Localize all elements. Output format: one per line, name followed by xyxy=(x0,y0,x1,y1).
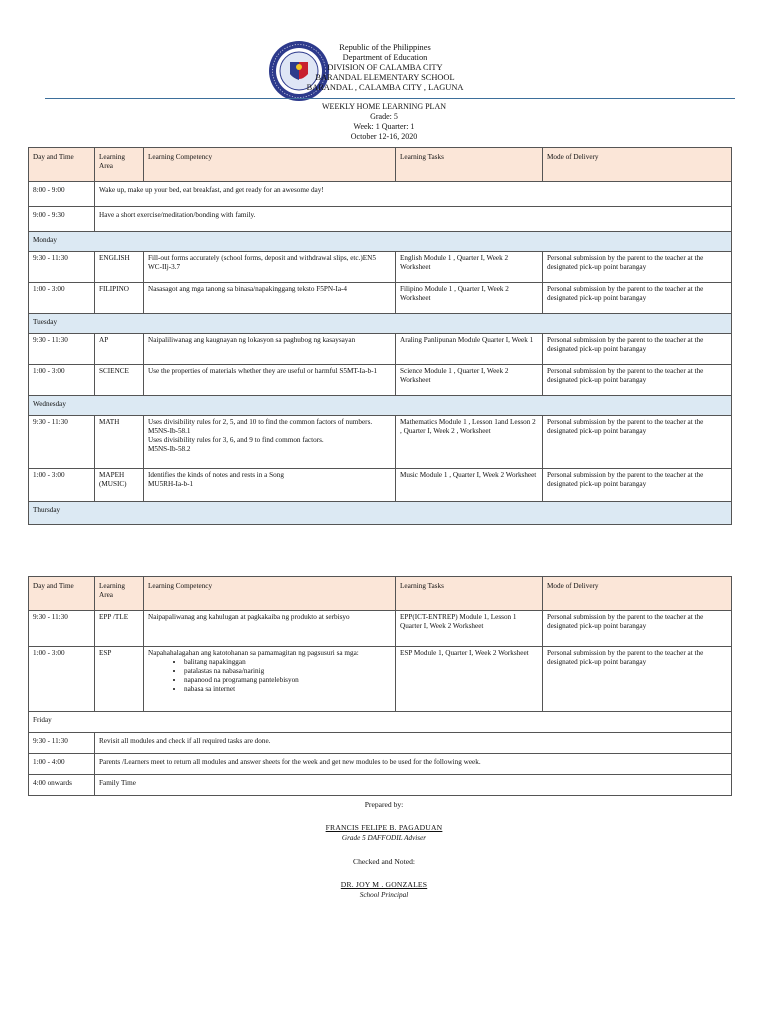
col-header-learning-area: Learning Area xyxy=(95,148,144,182)
day-row-tuesday xyxy=(29,314,732,334)
preparer-title: Grade 5 DAFFODIL Adviser xyxy=(341,834,427,842)
row-tasks: Music Module 1 , Quarter I, Week 2 Worksheet xyxy=(396,469,543,502)
row-time: 9:30 - 11:30 xyxy=(29,252,95,283)
col-header-mode: Mode of Delivery xyxy=(543,148,732,182)
header-divider xyxy=(45,98,735,99)
table-header-row xyxy=(29,577,732,611)
table-row xyxy=(29,469,732,502)
row-tasks: English Module 1 , Quarter I, Week 2 Worksheet xyxy=(396,252,543,283)
row-activity: Revisit all modules and check if all required tasks are done. xyxy=(95,733,732,754)
table-row xyxy=(29,365,732,396)
table-row xyxy=(29,334,732,365)
row-mode: Personal submission by the parent to the teacher at the designated pick-up point barangay xyxy=(543,647,732,712)
day-row-thursday xyxy=(29,502,732,525)
row-competency xyxy=(144,469,396,502)
row-competency xyxy=(144,416,396,469)
plan-week: Week: 1 Quarter: 1 xyxy=(353,122,415,131)
table-row xyxy=(29,611,732,647)
competency-code: MU5RH-Ia-b-1 xyxy=(148,480,194,488)
competency-code: M5NS-Ib-58.2 xyxy=(148,445,191,453)
table-row xyxy=(29,182,732,207)
row-time: 9:30 - 11:30 xyxy=(29,334,95,365)
row-tasks: Araling Panlipunan Module Quarter I, Week 1 xyxy=(396,334,543,365)
row-area: EPP /TLE xyxy=(95,611,144,647)
row-time: 9:00 - 9:30 xyxy=(29,207,95,232)
table-row xyxy=(29,416,732,469)
row-time: 1:00 - 3:00 xyxy=(29,283,95,314)
row-mode: Personal submission by the parent to the teacher at the designated pick-up point barangay xyxy=(543,283,732,314)
row-mode: Personal submission by the parent to the teacher at the designated pick-up point barangay xyxy=(543,611,732,647)
day-label: Tuesday xyxy=(29,314,732,334)
plan-title-block xyxy=(234,102,534,142)
col-header-learning-area: Learning Area xyxy=(95,577,144,611)
header-line-republic: Republic of the Philippines xyxy=(339,43,431,52)
row-competency: Fill-out forms accurately (school forms, deposit and withdrawal slips, etc.)EN5 WC-IIj-3.7 xyxy=(144,252,396,283)
list-item: • patalastas na nabasa/narinig xyxy=(184,667,391,676)
checked-noted-label: Checked and Noted: xyxy=(353,857,415,866)
col-header-competency: Learning Competency xyxy=(144,577,396,611)
table-row xyxy=(29,283,732,314)
row-area: AP xyxy=(95,334,144,365)
row-time: 9:30 - 11:30 xyxy=(29,416,95,469)
row-area: FILIPINO xyxy=(95,283,144,314)
row-time: 1:00 - 3:00 xyxy=(29,365,95,396)
competency-list xyxy=(148,658,391,694)
day-row-wednesday xyxy=(29,396,732,416)
day-row-monday xyxy=(29,232,732,252)
competency-text: Napahahalagahan ang katotohanan sa pamamagitan ng pagsusuri sa mga: xyxy=(148,649,359,657)
table-header-row xyxy=(29,148,732,182)
row-tasks: ESP Module 1, Quarter I, Week 2 Worksheet xyxy=(396,647,543,712)
row-time: 9:30 - 11:30 xyxy=(29,611,95,647)
prepared-by-label: Prepared by: xyxy=(364,800,404,809)
row-mode: Personal submission by the parent to the teacher at the designated pick-up point barangay xyxy=(543,416,732,469)
header-line-department: Department of Education xyxy=(342,53,428,62)
row-tasks: Mathematics Module 1 , Lesson 1and Lesson 2 , Quarter I, Week 2 , Worksheet xyxy=(396,416,543,469)
row-mode: Personal submission by the parent to the teacher at the designated pick-up point barangay xyxy=(543,469,732,502)
plan-title: WEEKLY HOME LEARNING PLAN xyxy=(322,102,446,111)
day-label: Friday xyxy=(29,712,732,733)
school-header xyxy=(280,43,490,93)
list-item: • napanood na programang pantelebisyon xyxy=(184,676,391,685)
row-activity: Parents /Learners meet to return all modules and answer sheets for the week and get new modules to be used for the following week. xyxy=(95,754,732,775)
table-row xyxy=(29,207,732,232)
col-header-competency: Learning Competency xyxy=(144,148,396,182)
day-label: Wednesday xyxy=(29,396,732,416)
list-item: • nabasa sa internet xyxy=(184,685,391,694)
learning-plan-table-1 xyxy=(28,147,732,525)
row-area: MATH xyxy=(95,416,144,469)
row-area: MAPEH (MUSIC) xyxy=(95,469,144,502)
row-activity: Family Time xyxy=(95,775,732,796)
plan-grade: Grade: 5 xyxy=(370,112,398,121)
row-time: 1:00 - 3:00 xyxy=(29,469,95,502)
competency-line: Identifies the kinds of notes and rests in a Song xyxy=(148,471,284,479)
row-mode: Personal submission by the parent to the teacher at the designated pick-up point barangay xyxy=(543,252,732,283)
competency-line: Uses divisibility rules for 3, 6, and 9 to find common factors. xyxy=(148,436,324,444)
col-header-tasks: Learning Tasks xyxy=(396,577,543,611)
row-time: 9:30 - 11:30 xyxy=(29,733,95,754)
header-line-address: BARANDAL , CALAMBA CITY , LAGUNA xyxy=(306,83,464,92)
plan-dates: October 12-16, 2020 xyxy=(350,132,418,141)
table-row xyxy=(29,754,732,775)
row-mode: Personal submission by the parent to the teacher at the designated pick-up point barangay xyxy=(543,334,732,365)
row-tasks: EPP(ICT-ENTREP) Module 1, Lesson 1 Quarter I, Week 2 Worksheet xyxy=(396,611,543,647)
table-row xyxy=(29,647,732,712)
row-area: ENGLISH xyxy=(95,252,144,283)
table-row xyxy=(29,733,732,754)
learning-plan-table-2 xyxy=(28,576,732,796)
principal-title: School Principal xyxy=(359,891,409,899)
row-competency: Naipapaliwanag ang kahulugan at pagkakaiba ng produkto at serbisyo xyxy=(144,611,396,647)
col-header-day-time: Day and Time xyxy=(29,148,95,182)
competency-line: Uses divisibility rules for 2, 5, and 10 to find the common factors of numbers. xyxy=(148,418,373,426)
table-row xyxy=(29,775,732,796)
col-header-tasks: Learning Tasks xyxy=(396,148,543,182)
row-tasks: Science Module 1 , Quarter I, Week 2 Worksheet xyxy=(396,365,543,396)
row-time: 8:00 - 9:00 xyxy=(29,182,95,207)
principal-name: DR. JOY M . GONZALES xyxy=(340,880,428,889)
row-activity: Have a short exercise/meditation/bonding with family. xyxy=(95,207,732,232)
row-competency xyxy=(144,647,396,712)
table-row xyxy=(29,252,732,283)
header-line-school: BARANDAL ELEMENTARY SCHOOL xyxy=(315,73,455,82)
row-competency: Use the properties of materials whether they are useful or harmful S5MT-Ia-b-1 xyxy=(144,365,396,396)
list-item: • balitang napakinggan xyxy=(184,658,391,667)
header-line-division: DIVISION OF CALAMBA CITY xyxy=(327,63,443,72)
row-time: 4:00 onwards xyxy=(29,775,95,796)
row-tasks: Filipino Module 1 , Quarter I, Week 2 Worksheet xyxy=(396,283,543,314)
col-header-day-time: Day and Time xyxy=(29,577,95,611)
row-time: 1:00 - 4:00 xyxy=(29,754,95,775)
preparer-name: FRANCIS FELIPE B. PAGADUAN xyxy=(325,823,443,832)
day-label: Thursday xyxy=(29,502,732,525)
row-time: 1:00 - 3:00 xyxy=(29,647,95,712)
col-header-mode: Mode of Delivery xyxy=(543,577,732,611)
row-area: SCIENCE xyxy=(95,365,144,396)
competency-code: M5NS-Ib-58.1 xyxy=(148,427,191,435)
row-area: ESP xyxy=(95,647,144,712)
row-mode: Personal submission by the parent to the teacher at the designated pick-up point barangay xyxy=(543,365,732,396)
row-competency: Naipaliliwanag ang kaugnayan ng lokasyon sa paghubog ng kasaysayan xyxy=(144,334,396,365)
row-competency: Nasasagot ang mga tanong sa binasa/napakinggang teksto F5PN-Ia-4 xyxy=(144,283,396,314)
day-label: Monday xyxy=(29,232,732,252)
day-row-friday xyxy=(29,712,732,733)
row-activity: Wake up, make up your bed, eat breakfast, and get ready for an awesome day! xyxy=(95,182,732,207)
